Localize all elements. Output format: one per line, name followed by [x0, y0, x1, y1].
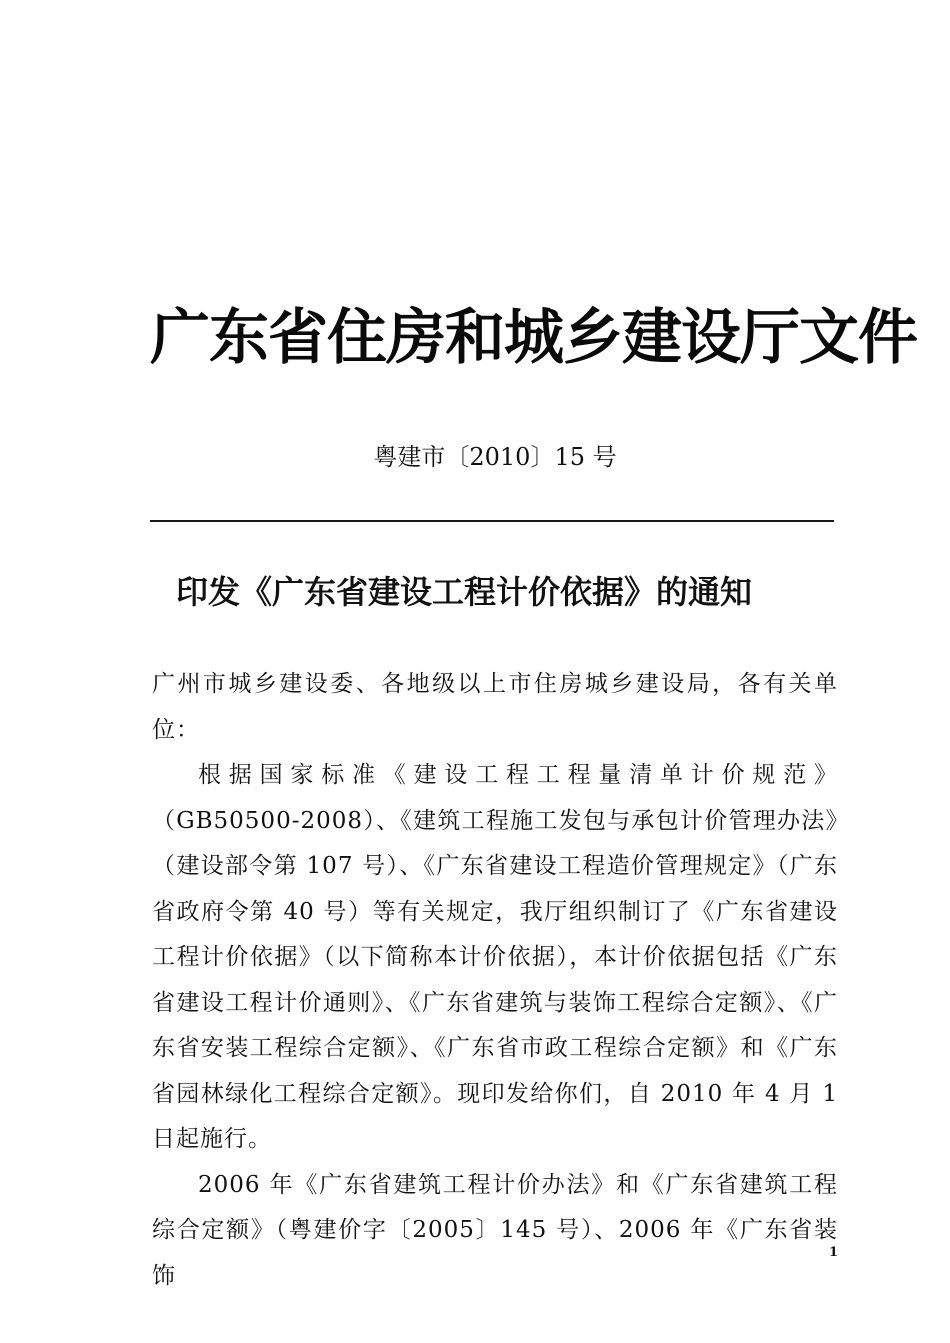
header-divider: [150, 520, 834, 522]
page-number: 1: [829, 1245, 839, 1260]
notice-title: 印发《广东省建设工程计价依据》的通知: [176, 573, 753, 611]
addressee-paragraph: 广州市城乡建设委、各地级以上市住房城乡建设局，各有关单位：: [152, 671, 838, 743]
body-paragraph-2: 2006 年《广东省建筑工程计价办法》和《广东省建筑工程综合定额》（粤建价字〔2005〕145 号）、2006 年《广东省装饰: [152, 1171, 838, 1289]
document-header-title: 广东省住房和城乡建设厅文件: [150, 303, 917, 373]
body-paragraph-1: 根据国家标准《建设工程工程量清单计价规范》（GB50500-2008）、《建筑工程施工发包与承包计价管理办法》（建设部令第 107 号）、《广东省建设工程造价管理规定》（广东省政府令第 40 号）等有关规定，我厅组织制订了《广东省建设工程计价依据》（以下简称本计价依据），本计价依据包括《广东省建设工程计价通则》、《广东省建筑与装饰工程综合定额》、《广东省安装工程综合定额》、《广东省市政工程综合定额》和《广东省园林绿化工程综合定额》。现印发给你们，自 2010 年 4 月 1 日起施行。: [152, 762, 838, 1152]
notice-body: [152, 662, 838, 1299]
document-number: 粤建市〔2010〕15 号: [373, 443, 617, 471]
